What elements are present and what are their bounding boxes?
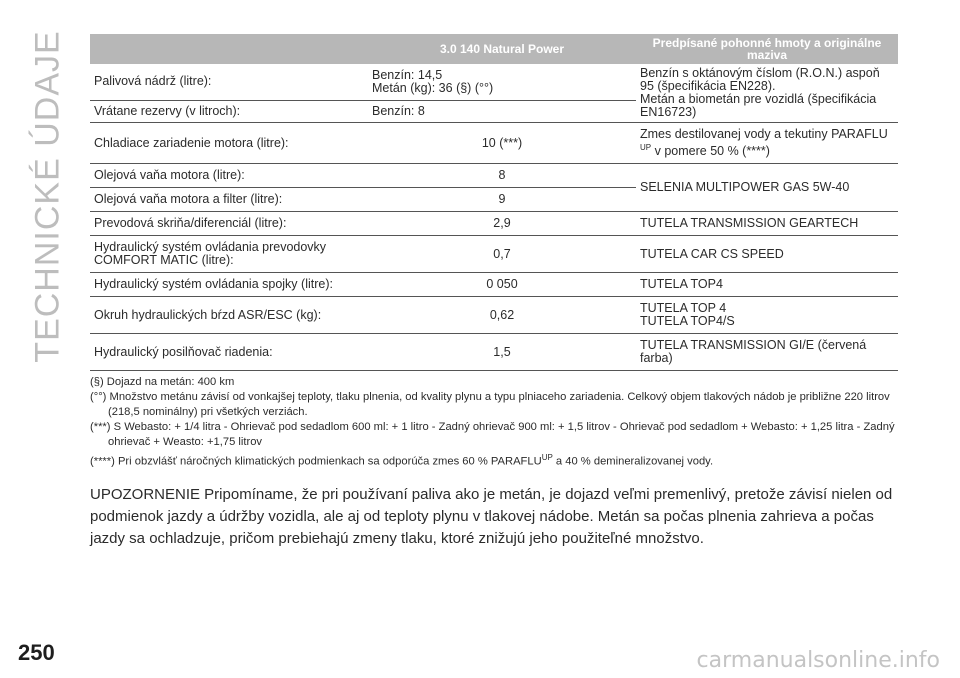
row-spec: TUTELA TRANSMISSION GEARTECH bbox=[636, 212, 898, 236]
row-spec bbox=[636, 297, 898, 334]
spec-line: Benzín s oktánovým číslom (R.O.N.) aspoň 95 (špecifikácia EN228). bbox=[640, 66, 880, 93]
spec-superscript: UP bbox=[640, 143, 652, 152]
footnote-text: a 40 % demineralizovanej vody. bbox=[555, 455, 714, 468]
row-label: Vrátane rezervy (v litroch): bbox=[90, 100, 368, 122]
table-row-coolant bbox=[90, 123, 898, 164]
row-label: Chladiace zariadenie motora (litre): bbox=[90, 123, 368, 164]
row-label: Hydraulický posilňovač riadenia: bbox=[90, 334, 368, 371]
row-value: 0,7 bbox=[368, 236, 636, 273]
table-row-gearbox bbox=[90, 212, 898, 236]
table-row-comfort-matic bbox=[90, 236, 898, 273]
row-value: 10 (***) bbox=[368, 123, 636, 164]
footnote-text: (****) Pri obzvlášť náročných klimatických podmienkach sa odporúča zmes 60 % PARAFLU bbox=[90, 455, 542, 468]
row-label: Olejová vaňa motora a filter (litre): bbox=[90, 188, 368, 212]
warning-paragraph: UPOZORNENIE Pripomíname, že pri používaní paliva ako je metán, je dojazd veľmi premenlivý, pretože závisí nielen od podmienok jazdy a údržby vozidla, ale aj od teploty plynu v tlakovej nádobe. Metán sa počas plnenia zahrieva a počas jazdy sa ochladzuje, pričom prebiehajú zmeny tlaku, ktoré znižujú jeho použiteľné množstvo. bbox=[90, 485, 893, 547]
value-line: Benzín: 14,5 bbox=[372, 67, 443, 82]
header-engine: 3.0 140 Natural Power bbox=[368, 34, 636, 64]
table-row-steering bbox=[90, 334, 898, 371]
table-row-brakes bbox=[90, 297, 898, 334]
row-value: Benzín: 8 bbox=[368, 100, 636, 122]
row-spec bbox=[636, 64, 898, 123]
spec-text: Zmes destilovanej vody a tekutiny PARAFLU bbox=[640, 127, 888, 141]
header-fluids: Predpísané pohonné hmoty a originálne maziva bbox=[636, 34, 898, 64]
fluids-table bbox=[90, 34, 898, 371]
page-content bbox=[90, 34, 898, 550]
row-spec: TUTELA TRANSMISSION GI/E (červená farba) bbox=[636, 334, 898, 371]
footnote-superscript: UP bbox=[541, 453, 553, 463]
row-value: 8 bbox=[368, 164, 636, 188]
row-spec: SELENIA MULTIPOWER GAS 5W-40 bbox=[636, 164, 898, 212]
row-spec: TUTELA TOP4 bbox=[636, 273, 898, 297]
row-value: 0 050 bbox=[368, 273, 636, 297]
row-label: Hydraulický systém ovládania prevodovky COMFORT MATIC (litre): bbox=[90, 236, 368, 273]
row-value: 1,5 bbox=[368, 334, 636, 371]
row-label: Okruh hydraulických bŕzd ASR/ESC (kg): bbox=[90, 297, 368, 334]
row-label: Prevodová skriňa/diferenciál (litre): bbox=[90, 212, 368, 236]
footnote: (§) Dojazd na metán: 400 km bbox=[90, 376, 235, 389]
footnote: (°°) Množstvo metánu závisí od vonkajšej teploty, tlaku plnenia, od kvality plynu a typu plniaceho zariadenia. Celkový objem tlakových nádob je približne 220 litrov (218,5 nominálny) pri všetkých verziách. bbox=[90, 391, 890, 419]
footnotes bbox=[90, 375, 898, 470]
row-label: Olejová vaňa motora (litre): bbox=[90, 164, 368, 188]
spec-line: TUTELA TOP4/S bbox=[640, 314, 735, 329]
table-row-fuel-tank bbox=[90, 64, 898, 100]
table-row-clutch bbox=[90, 273, 898, 297]
spec-line: TUTELA TOP 4 bbox=[640, 301, 727, 316]
row-spec bbox=[636, 123, 898, 164]
row-label: Palivová nádrž (litre): bbox=[90, 64, 368, 100]
header-blank bbox=[90, 34, 368, 64]
row-label: Hydraulický systém ovládania spojky (litre): bbox=[90, 273, 368, 297]
row-value: 9 bbox=[368, 188, 636, 212]
table-row-oil-sump bbox=[90, 164, 898, 188]
spec-text: v pomere 50 % (****) bbox=[654, 144, 770, 159]
page-number: 250 bbox=[18, 640, 55, 665]
row-spec: TUTELA CAR CS SPEED bbox=[636, 236, 898, 273]
footnote bbox=[90, 450, 898, 470]
footnote: (***) S Webasto: + 1/4 litra - Ohrievač pod sedadlom 600 ml: + 1 litro - Zadný ohrievač 900 ml: + 1,5 litrov - Ohrievač pod sedadlom + Webasto: + 1,25 litra - Zadný ohrievač + Weasto: +1,75 litrov bbox=[90, 421, 895, 449]
row-value: 2,9 bbox=[368, 212, 636, 236]
value-line: Metán (kg): 36 (§) (°°) bbox=[372, 80, 494, 95]
section-title: TECHNICKÉ ÚDAJE bbox=[28, 29, 67, 363]
spec-line: Metán a biometán pre vozidlá (špecifikácia EN16723) bbox=[640, 92, 877, 119]
row-value bbox=[368, 64, 636, 100]
table-header-row bbox=[90, 34, 898, 64]
watermark: carmanualsonline.info bbox=[696, 648, 940, 673]
row-value: 0,62 bbox=[368, 297, 636, 334]
